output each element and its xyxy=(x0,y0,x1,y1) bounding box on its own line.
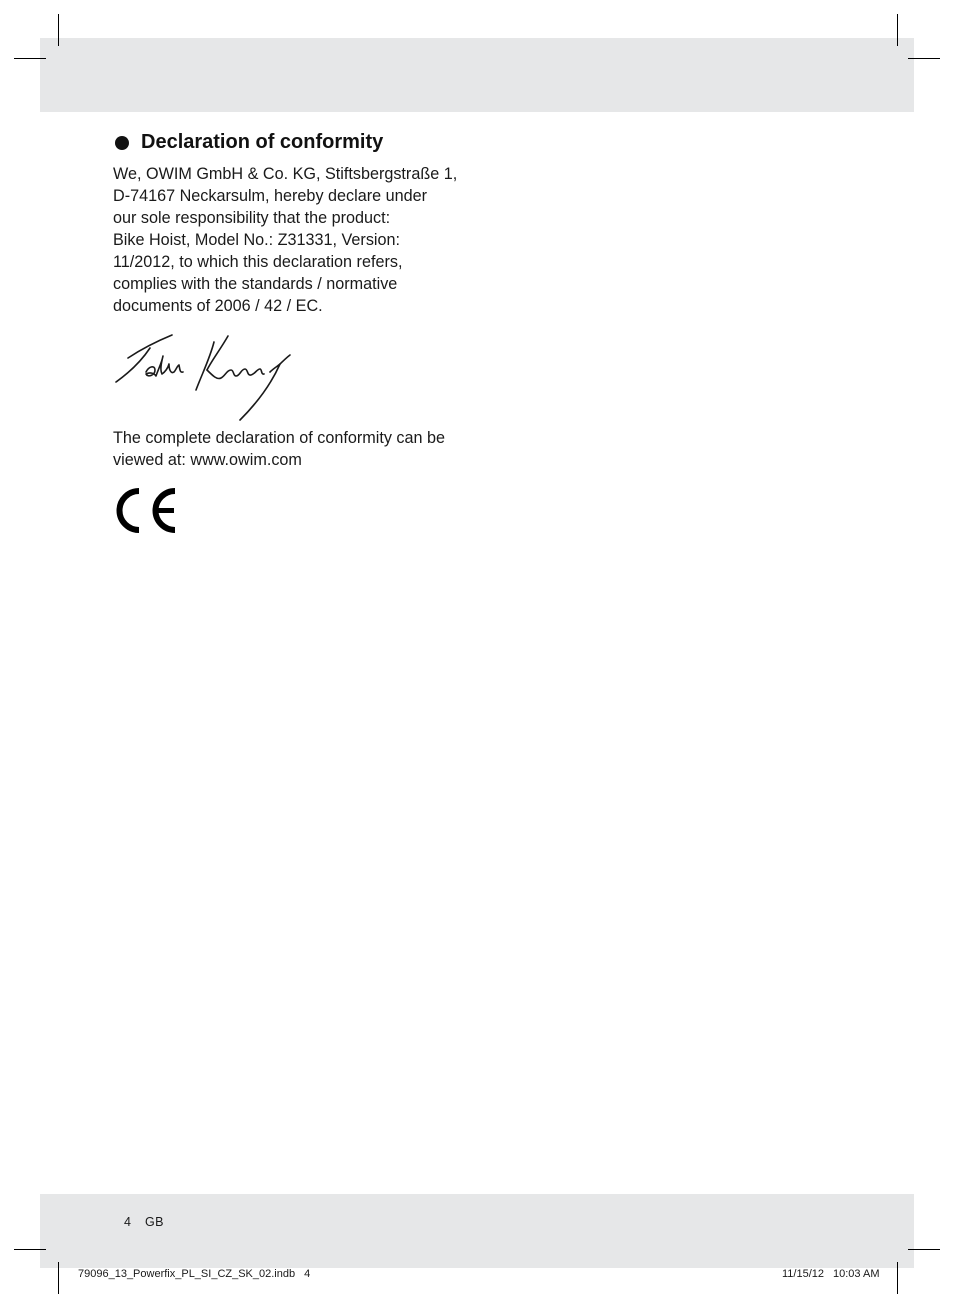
crop-mark-top-left-vertical xyxy=(58,14,59,46)
slug-time: 10:03 AM xyxy=(833,1268,880,1280)
declaration-line: We, OWIM GmbH & Co. KG, Stiftsbergstraße 1, xyxy=(113,165,458,183)
complete-declaration-line: viewed at: www.owim.com xyxy=(113,451,302,469)
heading-title: Declaration of conformity xyxy=(141,131,384,153)
declaration-line: our sole responsibility that the product: xyxy=(113,209,391,227)
language-code: GB xyxy=(145,1215,164,1229)
crop-mark-top-left-horizontal xyxy=(14,58,46,59)
section-heading xyxy=(115,131,383,154)
header-band xyxy=(40,38,914,112)
crop-mark-bottom-left-vertical xyxy=(58,1262,59,1294)
crop-mark-bottom-right-horizontal xyxy=(908,1249,940,1250)
complete-declaration-paragraph xyxy=(113,427,483,471)
declaration-paragraph xyxy=(113,163,483,317)
crop-mark-top-right-horizontal xyxy=(908,58,940,59)
complete-declaration-line: The complete declaration of conformity can be xyxy=(113,429,446,447)
declaration-line: complies with the standards / normative xyxy=(113,275,398,293)
declaration-line: D-74167 Neckarsulm, hereby declare under xyxy=(113,187,428,205)
slug-timestamp xyxy=(782,1268,880,1280)
slug-date: 11/15/12 xyxy=(782,1268,825,1280)
page-number xyxy=(124,1215,164,1229)
crop-mark-bottom-left-horizontal xyxy=(14,1249,46,1250)
declaration-line: 11/2012, to which this declaration refers, xyxy=(113,253,403,271)
bullet-icon xyxy=(115,136,129,150)
slug-file-info xyxy=(78,1268,310,1280)
declaration-line: documents of 2006 / 42 / EC. xyxy=(113,297,323,315)
footer-band xyxy=(40,1194,914,1268)
crop-mark-bottom-right-vertical xyxy=(897,1262,898,1294)
crop-mark-top-right-vertical xyxy=(897,14,898,46)
slug-file-name: 79096_13_Powerfix_PL_SI_CZ_SK_02.indb xyxy=(78,1268,296,1280)
page-number-value: 4 xyxy=(124,1215,132,1229)
signature-image xyxy=(110,330,295,425)
slug-file-page: 4 xyxy=(304,1268,311,1280)
ce-mark-icon xyxy=(112,487,180,534)
declaration-line: Bike Hoist, Model No.: Z31331, Version: xyxy=(113,231,401,249)
